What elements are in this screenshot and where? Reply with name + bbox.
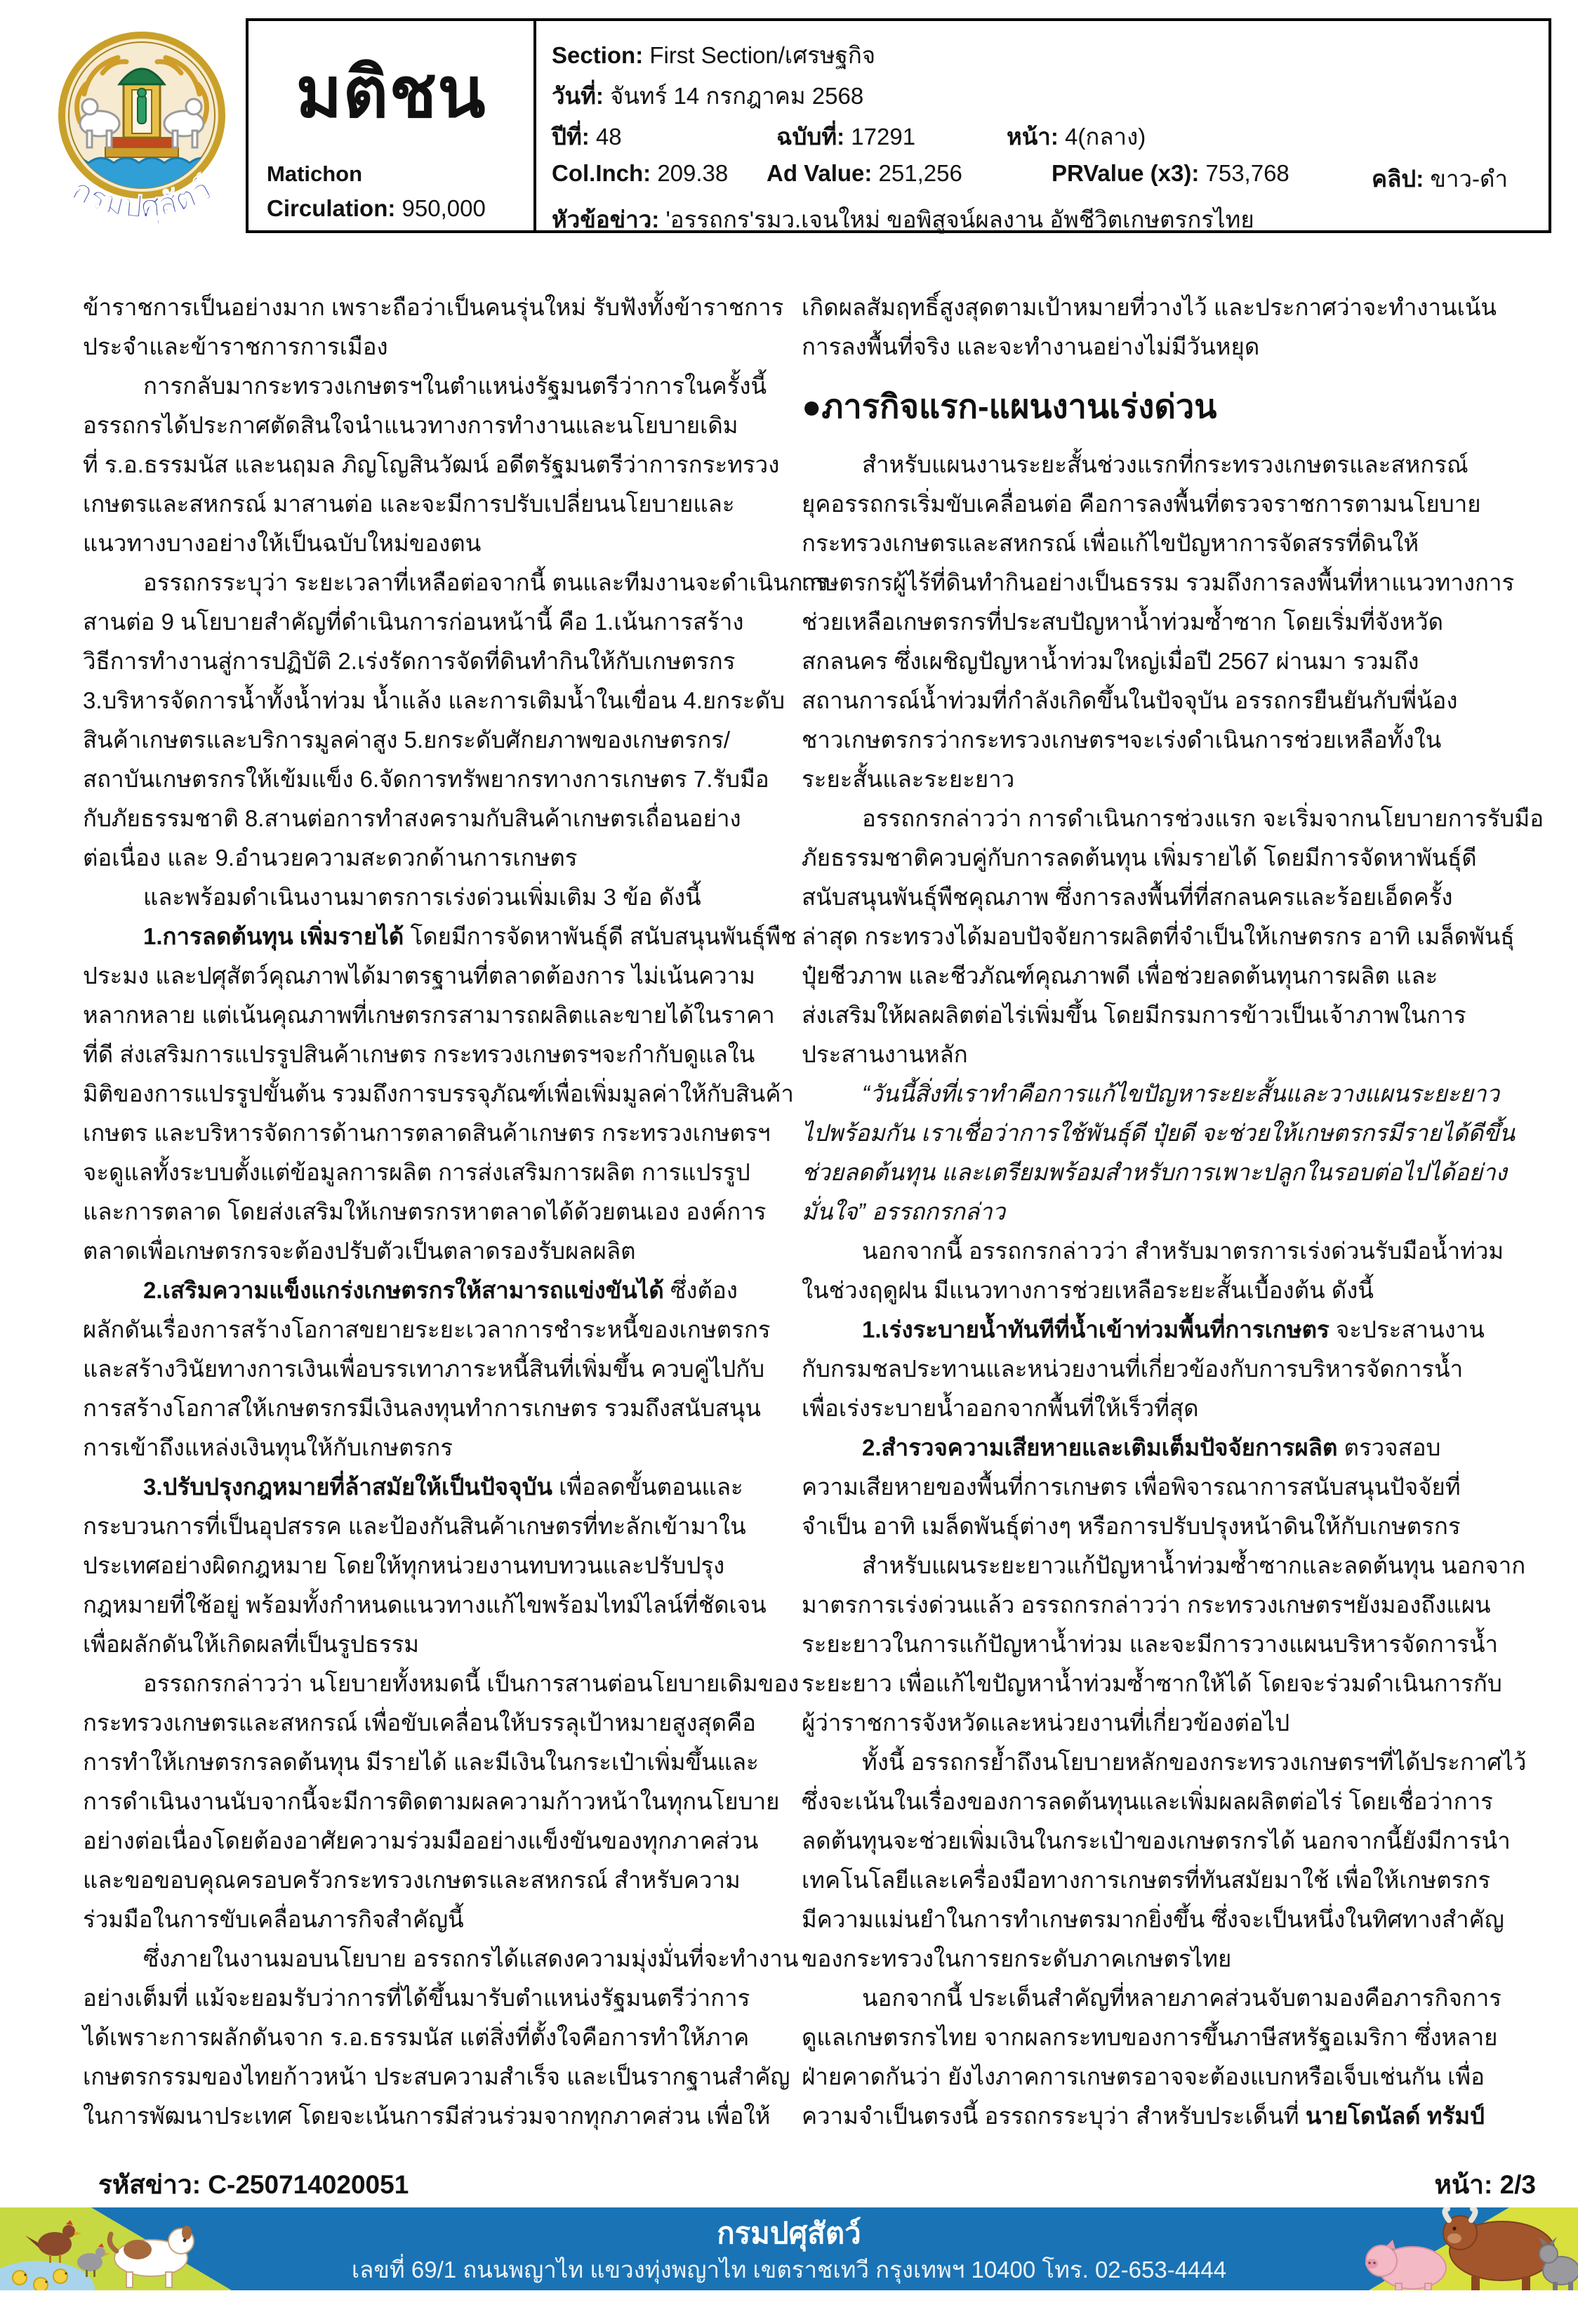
- article-line: จะดูแลทั้งระบบตั้งแต่ข้อมูลการผลิต การส่งเสริมการผลิต การแปรรูป: [83, 1159, 750, 1185]
- newspaper-cell: [248, 21, 536, 230]
- article-line: ซึ่งจะเน้นในเรื่องของการลดต้นทุนและเพิ่มผลผลิตต่อไร่ โดยเชื่อว่าการ: [802, 1788, 1493, 1814]
- article-line: เพื่อผลักดันให้เกิดผลที่เป็นรูปธรรม: [83, 1631, 420, 1657]
- article-line: 3.บริหารจัดการน้ำทั้งน้ำท่วม น้ำแล้ง และการเติมน้ำในเขื่อน 4.ยกระดับ: [83, 687, 785, 713]
- section-value: First Section/เศรษฐกิจ: [649, 42, 876, 68]
- article-line: สำหรับแผนงานระยะสั้นช่วงแรกที่กระทรวงเกษตรและสหกรณ์: [862, 451, 1468, 477]
- section-heading: ●ภารกิจแรก-แผนงานเร่งด่วน: [802, 387, 1217, 425]
- year-value: 48: [595, 124, 622, 150]
- article-line: สำหรับแผนระยะยาวแก้ปัญหาน้ำท่วมซ้ำซากและลดต้นทุน นอกจาก: [862, 1552, 1526, 1578]
- article-line: ในช่วงฤดูฝน มีแนวทางการช่วยเหลือระยะสั้นเบื้องต้น ดังนี้: [802, 1277, 1374, 1303]
- article-line: ผลักดันเรื่องการสร้างโอกาสขยายระยะเวลาการชำระหนี้ของเกษตรกร: [83, 1316, 771, 1342]
- circulation-label: Circulation:: [267, 195, 396, 221]
- clipping-meta-cell: [536, 21, 1549, 230]
- article-line: ปุ๋ยชีวภาพ และชีวภัณฑ์คุณภาพดี เพื่อช่วยลดต้นทุนการผลิต และ: [802, 963, 1438, 989]
- article-line: ช่วยเหลือเกษตรกรที่ประสบปัญหาน้ำท่วมซ้ำซาก โดยเริ่มที่จังหวัด: [802, 609, 1444, 635]
- seal-agency-name: กรมปศุสัตว์: [67, 171, 217, 225]
- article-line: ซึ่งภายในงานมอบนโยบาย อรรถกรได้แสดงความมุ่งมั่นที่จะทำงาน: [143, 1946, 799, 1972]
- page-indicator: [1435, 2164, 1537, 2205]
- article-line: มั่นใจ” อรรถกรกล่าว: [802, 1199, 1006, 1224]
- article-line: เกษตรกรรมของไทยก้าวหน้า ประสบความสำเร็จ และเป็นรากฐานสำคัญ: [83, 2064, 790, 2089]
- section-label: Section:: [552, 42, 644, 68]
- article-line: สินค้าเกษตรและบริการมูลค่าสูง 5.ยกระดับศักยภาพของเกษตรกร/: [83, 727, 731, 753]
- ad-value: [767, 160, 962, 187]
- article-line: มีความแม่นยำในการทำเกษตรมากยิ่งขึ้น ซึ่งจะเป็นหนึ่งในทิศทางสำคัญ: [802, 1906, 1504, 1932]
- colinch-value: 209.38: [657, 160, 729, 186]
- article-line: กฎหมายที่ใช้อยู่ พร้อมทั้งกำหนดแนวทางแก้ไขพร้อมไทม์ไลน์ที่ชัดเจน: [83, 1592, 767, 1618]
- issue: [776, 118, 915, 155]
- article-line: ระยะสั้นและระยะยาว: [802, 766, 1015, 792]
- article-line: ต่อเนื่อง และ 9.อำนวยความสะดวกด้านการเกษตร: [83, 845, 578, 871]
- news-id-value: C-250714020051: [208, 2170, 409, 2199]
- headline-label: หัวข้อข่าว:: [552, 206, 660, 232]
- page-value: 4(กลาง): [1065, 124, 1146, 150]
- article-line: ชาวเกษตรกรว่ากระทรวงเกษตรฯจะเร่งดำเนินการช่วยเหลือทั้งใน: [802, 727, 1442, 753]
- article-line: กับกรมชลประทานและหน่วยงานที่เกี่ยวข้องกับการบริหารจัดการน้ำ: [802, 1356, 1464, 1382]
- article-column-left: [83, 288, 828, 2136]
- news-id-label: รหัสข่าว:: [98, 2170, 201, 2199]
- circulation: [267, 195, 486, 222]
- article-line: อรรถกรระบุว่า ระยะเวลาที่เหลือต่อจากนี้ ตนและทีมงานจะดำเนินการ: [143, 569, 828, 595]
- article-line: ประสานงานหลัก: [802, 1041, 968, 1067]
- article-line: “วันนี้สิ่งที่เราทำคือการแก้ไขปัญหาระยะสั้นและวางแผนระยะยาว: [862, 1081, 1500, 1107]
- livestock-department-seal: [35, 17, 253, 242]
- article-line: นอกจากนี้ อรรถกรกล่าวว่า สำหรับมาตรการเร่งด่วนรับมือน้ำท่วม: [862, 1238, 1504, 1264]
- article-line: และสร้างวินัยทางการเงินเพื่อบรรเทาภาระหนี้สินที่เพิ่มขึ้น ควบคู่ไปกับ: [83, 1356, 765, 1382]
- article-line: ทั้งนี้ อรรถกรย้ำถึงนโยบายหลักของกระทรวงเกษตรฯที่ได้ประกาศไว้: [862, 1749, 1527, 1775]
- article-line: เกิดผลสัมฤทธิ์สูงสุดตามเป้าหมายที่วางไว้ และประกาศว่าจะทำงานเน้น: [802, 294, 1497, 320]
- article-line: และการตลาด โดยส่งเสริมให้เกษตรกรหาตลาดได้ด้วยตนเอง องค์การ: [83, 1199, 767, 1224]
- footer-page-label: หน้า:: [1434, 2170, 1493, 2199]
- article-line: ประมง และปศุสัตว์คุณภาพได้มาตรฐานที่ตลาดต้องการ ไม่เน้นความ: [83, 963, 755, 989]
- article-line: อย่างต่อเนื่องโดยต้องอาศัยความร่วมมืออย่างแข็งขันของทุกภาคส่วน: [83, 1828, 759, 1854]
- article-line: อรรถกรกล่าวว่า นโยบายทั้งหมดนี้ เป็นการสานต่อนโยบายเดิมของ: [143, 1670, 800, 1696]
- article-line: ช่วยลดต้นทุน และเตรียมพร้อมสำหรับการเพาะปลูกในรอบต่อไปได้อย่าง: [802, 1159, 1507, 1185]
- agency-banner: [0, 2207, 1578, 2290]
- article-line: ของกระทรวงในการยกระดับภาคเกษตรไทย: [802, 1946, 1232, 1972]
- article-line: ฝ่ายคาดกันว่า ยังไงภาคการเกษตรอาจจะต้องแบกหรือเจ็บเช่นกัน เพื่อ: [802, 2064, 1485, 2089]
- article-line: นอกจากนี้ ประเด็นสำคัญที่หลายภาคส่วนจับตามองคือภารกิจการ: [862, 1985, 1502, 2011]
- article-column-right: [802, 288, 1544, 2136]
- article-line: อย่างเต็มที่ แม้จะยอมรับว่าการที่ได้ขึ้นมารับตำแหน่งรัฐมนตรีว่าการ: [83, 1985, 750, 2011]
- article-line: กระบวนการที่เป็นอุปสรรค และป้องกันสินค้าเกษตรที่ทะลักเข้ามาใน: [83, 1513, 746, 1539]
- article-line: การสร้างโอกาสให้เกษตรกรมีเงินลงทุนทำการเกษตร รวมถึงสนับสนุน: [83, 1395, 761, 1421]
- article-line: ลดต้นทุนจะช่วยเพิ่มเงินในกระเป๋าของเกษตรกรได้ นอกจากนี้ยังมีการนำ: [802, 1828, 1511, 1854]
- page-pos: [1007, 118, 1146, 155]
- circulation-value: 950,000: [402, 195, 486, 221]
- article-line: เกษตร และบริหารจัดการด้านการตลาดสินค้าเกษตร กระทรวงเกษตรฯ: [83, 1120, 771, 1146]
- article-line: อรรถกรได้ประกาศตัดสินใจนำแนวทางการทำงานและนโยบายเดิม: [83, 412, 738, 438]
- article-line: ยุคอรรถกรเริ่มขับเคลื่อนต่อ คือการลงพื้นที่ตรวจราชการตามนโยบาย: [802, 491, 1481, 517]
- headline-value: 'อรรถกร'รมว.เจนใหม่ ขอพิสูจน์ผลงาน อัพชีวิตเกษตรกรไทย: [665, 206, 1254, 232]
- issue-label: ฉบับที่:: [776, 124, 845, 150]
- clipping-info-table: [246, 18, 1551, 233]
- clip-label: คลิป:: [1372, 166, 1424, 192]
- article-line: การเข้าถึงแหล่งเงินทุนให้กับเกษตรกร: [83, 1434, 453, 1460]
- article-line: มิติของการแปรรูปขั้นต้น รวมถึงการบรรจุภัณฑ์เพื่อเพิ่มมูลค่าให้กับสินค้า: [83, 1081, 794, 1107]
- article-line: 2.เสริมความแข็งแกร่งเกษตรกรให้สามารถแข่งขันได้ ซึ่งต้อง: [143, 1277, 738, 1303]
- prvalue-value: 753,768: [1205, 160, 1289, 186]
- year: [552, 118, 622, 155]
- prvalue-label: PRValue (x3):: [1052, 160, 1200, 186]
- newspaper-logo: มติชน: [296, 53, 486, 132]
- article-line: ระยะยาว เพื่อแก้ไขปัญหาน้ำท่วมซ้ำซากให้ได้ โดยจะร่วมดำเนินการกับ: [802, 1670, 1502, 1696]
- article-line: เกษตรและสหกรณ์ มาสานต่อ และจะมีการปรับเปลี่ยนนโยบายและ: [83, 491, 735, 517]
- article-line: วิธีการทำงานสู่การปฏิบัติ 2.เร่งรัดการจัดที่ดินทำกินให้กับเกษตรกร: [83, 648, 736, 674]
- clipping-footer-meta: [98, 2164, 1536, 2205]
- article-line: เทคโนโลยีและเครื่องมือทางการเกษตรที่ทันสมัยมาใช้ เพื่อให้เกษตรกร: [802, 1867, 1491, 1893]
- article-line: กระทรวงเกษตรและสหกรณ์ เพื่อแก้ไขปัญหาการจัดสรรที่ดินให้: [802, 530, 1419, 556]
- colinch-label: Col.Inch:: [552, 160, 651, 186]
- news-id: [98, 2164, 409, 2205]
- article-line: ตลาดเพื่อเกษตรกรจะต้องปรับตัวเป็นตลาดรองรับผลผลิต: [83, 1238, 636, 1264]
- article-line: ที่ดี ส่งเสริมการแปรรูปสินค้าเกษตร กระทรวงเกษตรฯจะกำกับดูแลใน: [83, 1041, 755, 1067]
- section-row: [552, 37, 1543, 70]
- article-line: สถาบันเกษตรกรให้เข้มแข็ง 6.จัดการทรัพยากรทางการเกษตร 7.รับมือ: [83, 766, 769, 792]
- article-line: 3.ปรับปรุงกฎหมายที่ล้าสมัยให้เป็นปัจจุบัน เพื่อลดขั้นตอนและ: [143, 1474, 743, 1500]
- article-line: ส่งเสริมให้ผลผลิตต่อไร่เพิ่มขึ้น โดยมีกรมการข้าวเป็นเจ้าภาพในการ: [802, 1002, 1466, 1028]
- pr-value: [1052, 160, 1289, 187]
- article-line: ระยะยาวในการแก้ปัญหาน้ำท่วม และจะมีการวางแผนบริหารจัดการน้ำ: [802, 1631, 1499, 1657]
- article-line: และพร้อมดำเนินงานมาตรการเร่งด่วนเพิ่มเติม 3 ข้อ ดังนี้: [143, 884, 701, 910]
- article-line: หลากหลาย แต่เน้นคุณภาพที่เกษตรกรสามารถผลิตและขายได้ในราคา: [83, 1002, 775, 1028]
- article-line: เพื่อเร่งระบายน้ำออกจากพื้นที่ให้เร็วที่สุด: [802, 1395, 1199, 1421]
- article-line: ล่าสุด กระทรวงได้มอบปัจจัยการผลิตที่จำเป็นให้เกษตรกร อาทิ เมล็ดพันธุ์: [802, 923, 1515, 949]
- article-line: ดูแลเกษตรกรไทย จากผลกระทบของการขึ้นภาษีสหรัฐอเมริกา ซึ่งหลาย: [802, 2024, 1498, 2050]
- article-line: 1.การลดต้นทุน เพิ่มรายได้ โดยมีการจัดหาพันธุ์ดี สนับสนุนพันธุ์พืช: [143, 923, 797, 949]
- issue-row: [552, 118, 1543, 152]
- article-line: อรรถกรกล่าวว่า การดำเนินการช่วงแรก จะเริ่มจากนโยบายการรับมือ: [862, 805, 1544, 831]
- article-line: การทำให้เกษตรกรลดต้นทุน มีรายได้ และมีเงินในกระเป๋าเพิ่มขึ้นและ: [83, 1749, 759, 1775]
- article-line: และขอขอบคุณครอบครัวกระทรวงเกษตรและสหกรณ์ สำหรับความ: [83, 1867, 741, 1893]
- date-value: จันทร์ 14 กรกฎาคม 2568: [610, 83, 864, 109]
- banner-org-name: กรมปศุสัตว์: [717, 2217, 861, 2250]
- article-line: ที่ ร.อ.ธรรมนัส และนฤมล ภิญโญสินวัฒน์ อดีตรัฐมนตรีว่าการกระทรวง: [83, 451, 780, 477]
- page-label: หน้า:: [1007, 124, 1059, 150]
- headline-row: [552, 201, 1543, 235]
- banner-address: เลขที่ 69/1 ถนนพญาไท แขวงทุ่งพญาไท เขตราชเทวี กรุงเทพฯ 10400 โทร. 02-653-4444: [351, 2257, 1227, 2283]
- footer-page-value: 2/3: [1499, 2170, 1536, 2199]
- article-line: การกลับมากระทรวงเกษตรฯในตำแหน่งรัฐมนตรีว่าการในครั้งนี้: [143, 373, 767, 399]
- advalue-value: 251,256: [878, 160, 962, 186]
- article-line: การลงพื้นที่จริง และจะทำงานอย่างไม่มีวันหยุด: [802, 334, 1260, 359]
- article-line: ความจำเป็นตรงนี้ อรรถกรระบุว่า สำหรับประเด็นที่ นายโดนัลด์ ทรัมป์: [802, 2103, 1485, 2129]
- clip-type: [1372, 160, 1508, 197]
- article-line: จำเป็น อาทิ เมล็ดพันธุ์ต่างๆ หรือการปรับปรุงหน้าดินให้กับเกษตรกร: [802, 1513, 1461, 1539]
- article-line: ข้าราชการเป็นอย่างมาก เพราะถือว่าเป็นคนรุ่นใหม่ รับฟังทั้งข้าราชการ: [83, 294, 784, 320]
- article-line: ประเทศอย่างผิดกฎหมาย โดยให้ทุกหน่วยงานทบทวนและปรับปรุง: [83, 1552, 725, 1578]
- article-line: สานต่อ 9 นโยบายสำคัญที่ดำเนินการก่อนหน้านี้ คือ 1.เน้นการสร้าง: [83, 609, 744, 635]
- article-line: ในการพัฒนาประเทศ โดยจะเน้นการมีส่วนร่วมจากทุกภาคส่วน เพื่อให้: [83, 2103, 771, 2129]
- date-label: วันที่:: [552, 83, 604, 109]
- article-line: สนับสนุนพันธุ์พืชคุณภาพ ซึ่งการลงพื้นที่ที่สกลนครและร้อยเอ็ดครั้ง: [802, 884, 1453, 910]
- issue-value: 17291: [851, 124, 916, 150]
- date-row: [552, 77, 1543, 111]
- article-line: สถานการณ์น้ำท่วมที่กำลังเกิดขึ้นในปัจจุบัน อรรถกรยืนยันกับพี่น้อง: [802, 687, 1458, 713]
- article-line: 2.สำรวจความเสียหายและเติมเต็มปัจจัยการผลิต ตรวจสอบ: [862, 1434, 1441, 1460]
- article-line: ได้เพราะการผลักดันจาก ร.อ.ธรรมนัส แต่สิ่งที่ตั้งใจคือการทำให้ภาค: [83, 2024, 750, 2050]
- article-line: กับภัยธรรมชาติ 8.สานต่อการทำสงครามกับสินค้าเกษตรเถื่อนอย่าง: [83, 805, 741, 831]
- article-line: เกษตรกรผู้ไร้ที่ดินทำกินอย่างเป็นธรรม รวมถึงการลงพื้นที่หาแนวทางการ: [802, 569, 1515, 595]
- article-line: ผู้ว่าราชการจังหวัดและหน่วยงานที่เกี่ยวข้องต่อไป: [802, 1710, 1290, 1736]
- article-line: การดำเนินงานนับจากนี้จะมีการติดตามผลความก้าวหน้าในทุกนโยบาย: [83, 1788, 780, 1814]
- year-label: ปีที่:: [552, 124, 590, 150]
- article-line: สกลนคร ซึ่งเผชิญปัญหาน้ำท่วมใหญ่เมื่อปี 2567 ผ่านมา รวมถึง: [802, 648, 1419, 674]
- value-row: [552, 160, 1543, 194]
- article-line: ประจำและข้าราชการการเมือง: [83, 334, 388, 359]
- article-line: ร่วมมือในการขับเคลื่อนภารกิจสำคัญนี้: [83, 1906, 464, 1932]
- newspaper-name-en: Matichon: [267, 161, 363, 186]
- advalue-label: Ad Value:: [767, 160, 873, 186]
- article-line: มาตรการเร่งด่วนแล้ว อรรถกรกล่าวว่า กระทรวงเกษตรฯยังมองถึงแผน: [802, 1592, 1491, 1618]
- article-line: แนวทางบางอย่างให้เป็นฉบับใหม่ของตน: [83, 530, 482, 556]
- clip-value: ขาว-ดำ: [1430, 166, 1508, 192]
- article-line: ภัยธรรมชาติควบคู่กับการลดต้นทุน เพิ่มรายได้ โดยมีการจัดหาพันธุ์ดี: [802, 845, 1477, 871]
- article-line: ไปพร้อมกัน เราเชื่อว่าการใช้พันธุ์ดี ปุ๋ยดี จะช่วยให้เกษตรกรมีรายได้ดีขึ้น: [802, 1120, 1516, 1146]
- article-line: ความเสียหายของพื้นที่การเกษตร เพื่อพิจารณาการสนับสนุนปัจจัยที่: [802, 1474, 1461, 1500]
- article-line: กระทรวงเกษตรและสหกรณ์ เพื่อขับเคลื่อนให้บรรลุเป้าหมายสูงสุดคือ: [83, 1710, 756, 1736]
- col-inch: [552, 160, 728, 187]
- article-line: 1.เร่งระบายน้ำทันทีที่น้ำเข้าท่วมพื้นที่การเกษตร จะประสานงาน: [862, 1316, 1485, 1342]
